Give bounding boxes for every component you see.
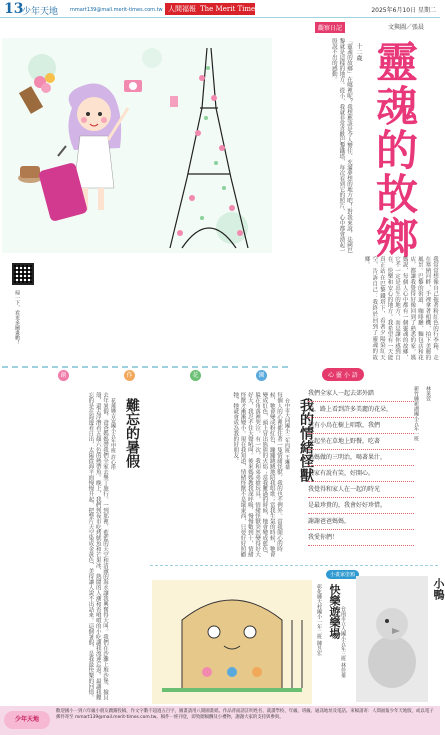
duckling-drawing-art: [356, 576, 428, 702]
sidebar-author: [425, 386, 432, 466]
sidebar-line: 我愛你們！: [308, 530, 414, 546]
newspaper-logo: [165, 3, 259, 15]
sidebar-author-name: 林采萱: [425, 386, 431, 401]
playground-title: 快樂遊樂場: [328, 584, 341, 639]
submission-footer: [0, 706, 440, 735]
sidebar-line: 還有小鳥在樹上唱歌，我們: [308, 418, 414, 434]
creative-garden-banner: [2, 366, 288, 382]
sidebar-school: 新竹縣新湖國小五年一班: [413, 386, 419, 441]
heart-words-tag: 心 靈 小 語: [322, 368, 364, 381]
band-char-2: 作: [124, 370, 135, 381]
sidebar-line: 一起坐在草地上野餐，吃著: [308, 434, 414, 450]
sidebar-line: 媽媽做的三明治，喝著果汁，: [308, 450, 414, 466]
feature-article: [0, 18, 440, 365]
sidebar-line: 大家有說有笑，好開心。: [308, 466, 414, 482]
footer-logo: 少年天地: [4, 711, 50, 729]
eiffel-girl-drawing: [2, 38, 272, 253]
page-header: [0, 0, 440, 18]
feature-title: 靈魂的故鄉: [370, 40, 419, 260]
gallery-tag: 小畫家塗鴉: [326, 570, 359, 579]
band-char-1: 創: [58, 370, 69, 381]
footer-submission-info: 歡迎國小一到六年級小朋友踴躍投稿，作文字數不超過五百字，圖畫請用八開圖畫紙。作品背面請註明姓名、就讀學校、年級、班級、通訊地址及電話。來稿請寄：人間福報少年天地版，或以電子郵件寄至 mmart139@mail.merit-times.com.tw。稿件一經刊登，即致贈稿酬及小禮物，謝謝大家的支持與參與。: [56, 709, 434, 721]
band-char-4: 園: [256, 370, 267, 381]
contact-email[interactable]: mmart139@mail.merit-times.com.tw: [70, 7, 163, 13]
playground-byline: 彰化縣大村國小一年二班 陳昱宏: [316, 584, 322, 656]
sidebar-line: 我覺得和家人在一起的時光: [308, 482, 414, 498]
article-credit: 文與圖／張晨: [388, 24, 425, 31]
sidebar-line: 謝謝爸爸媽媽，: [308, 514, 414, 530]
sidebar-line: 青，路上看到許多美麗的花朵，: [308, 402, 414, 418]
feature-body-column-1: 「靈魂的故鄉」在哪裡呢？我想應該是令人嚮往、充滿夢想的地方吧！對我來說，法國巴黎就是這樣的地方。從小，我就非常喜歡巴黎鐵塔，每次看到它的照片，心中都會湧起一股說不出的感動。: [330, 38, 352, 253]
playground-drawing: [152, 580, 312, 704]
duckling-title: 小鴨: [432, 578, 445, 600]
feature-body-column-2: 我常常想像自己拖著粉紅色的行李箱，走在塞納河畔，手裡拿著相機，拍下美麗的風景。巴黎的街道、咖啡廳、麵包店和花店，都讓我覺得好像回到了熟悉的家。媽媽說，每個人心中都有一個靈魂的故鄉，它不一定是出生的地方，而是讓你感到自在、快樂和安心的地方。我希望有一天能真正站在巴黎鐵塔下，看著夕陽染紅天空，告訴自己：我終於回到了靈魂的故鄉。: [363, 256, 438, 360]
emotion-article-byline: 台中市大同國小三年四班 王琳蒨: [284, 398, 290, 470]
qr-caption: 掃一下，看更多圖畫喲！: [14, 290, 20, 345]
summer-article-body: 去年暑假，爸爸媽媽帶我們全家去墾丁旅行。一到那裡，藍藍的天空和清澈的海水讓我興奮得大叫。我們在沙灘上堆沙堡、撿貝殼，還去浮潛看五顏六色的熱帶魚。晚上，我們到夜市吃烤魷魚和芒果冰，熱鬧的人潮和香噴噴的小吃讓我流連忘返。最讓我難忘的是在海邊看日出，太陽從海平面慢慢升起，把整片天空染成金黃色，美得讓人說不出話來。這個暑假，是我最快樂的回憶。: [87, 392, 108, 700]
feature-illustration: [2, 38, 272, 253]
sidebar-line: 是最珍貴的，我會好好珍惜。: [308, 498, 414, 514]
emotion-article-body: 每個人的心裡都住著一隻情緒怪獸，我的也不例外。當我開心的時候，牠會變成粉紅色，蹦蹦跳跳地陪我唱歌；當我生氣的時候，牠會變成紅色，頭上冒出熊熊的火焰；當我難過的時候，牠會變成藍色，躲在角落裡哭泣。有一次，我和弟弟搶玩具，情緒怪獸突然變得好大好大，我忍不住大聲吼叫。後來媽媽教我深呼吸，慢慢數到十，情緒怪獸才漸漸變小。現在我知道，情緒怪獸不是壞東西，只要好好照顧牠，牠就會成為我的好朋友。: [232, 392, 282, 557]
sidebar-text: [308, 386, 414, 546]
feature-author-note: 十二歲: [355, 43, 362, 61]
playground-drawing-art: [152, 580, 312, 704]
duckling-drawing: [356, 576, 428, 702]
bouquet-icon: [19, 73, 55, 114]
article-tag: 觀察日記: [315, 22, 345, 33]
summer-article-title: 難忘的暑假: [124, 398, 140, 468]
heart-words-sidebar: [292, 366, 438, 551]
brand-cn: 人間福報: [168, 5, 196, 13]
qr-code[interactable]: [12, 263, 34, 285]
duckling-byline: 台南市立人國小五年三班 林佳蓁: [340, 606, 346, 678]
brand-en: The Merit Times: [200, 5, 259, 13]
section-name: 少年天地: [22, 7, 59, 17]
emotion-article-title: 我的情緒怪獸: [298, 398, 314, 482]
band-char-3: 花: [190, 370, 201, 381]
page-number: 13: [4, 1, 24, 17]
sidebar-line: 我們全家人一起去郊外踏: [308, 386, 414, 402]
summer-article-byline: 花蓮縣吉安國小五年甲班 許心彤: [110, 398, 116, 470]
kids-drawing-gallery: [150, 565, 445, 705]
issue-date: 2025年6月10日 星期二: [371, 7, 436, 14]
